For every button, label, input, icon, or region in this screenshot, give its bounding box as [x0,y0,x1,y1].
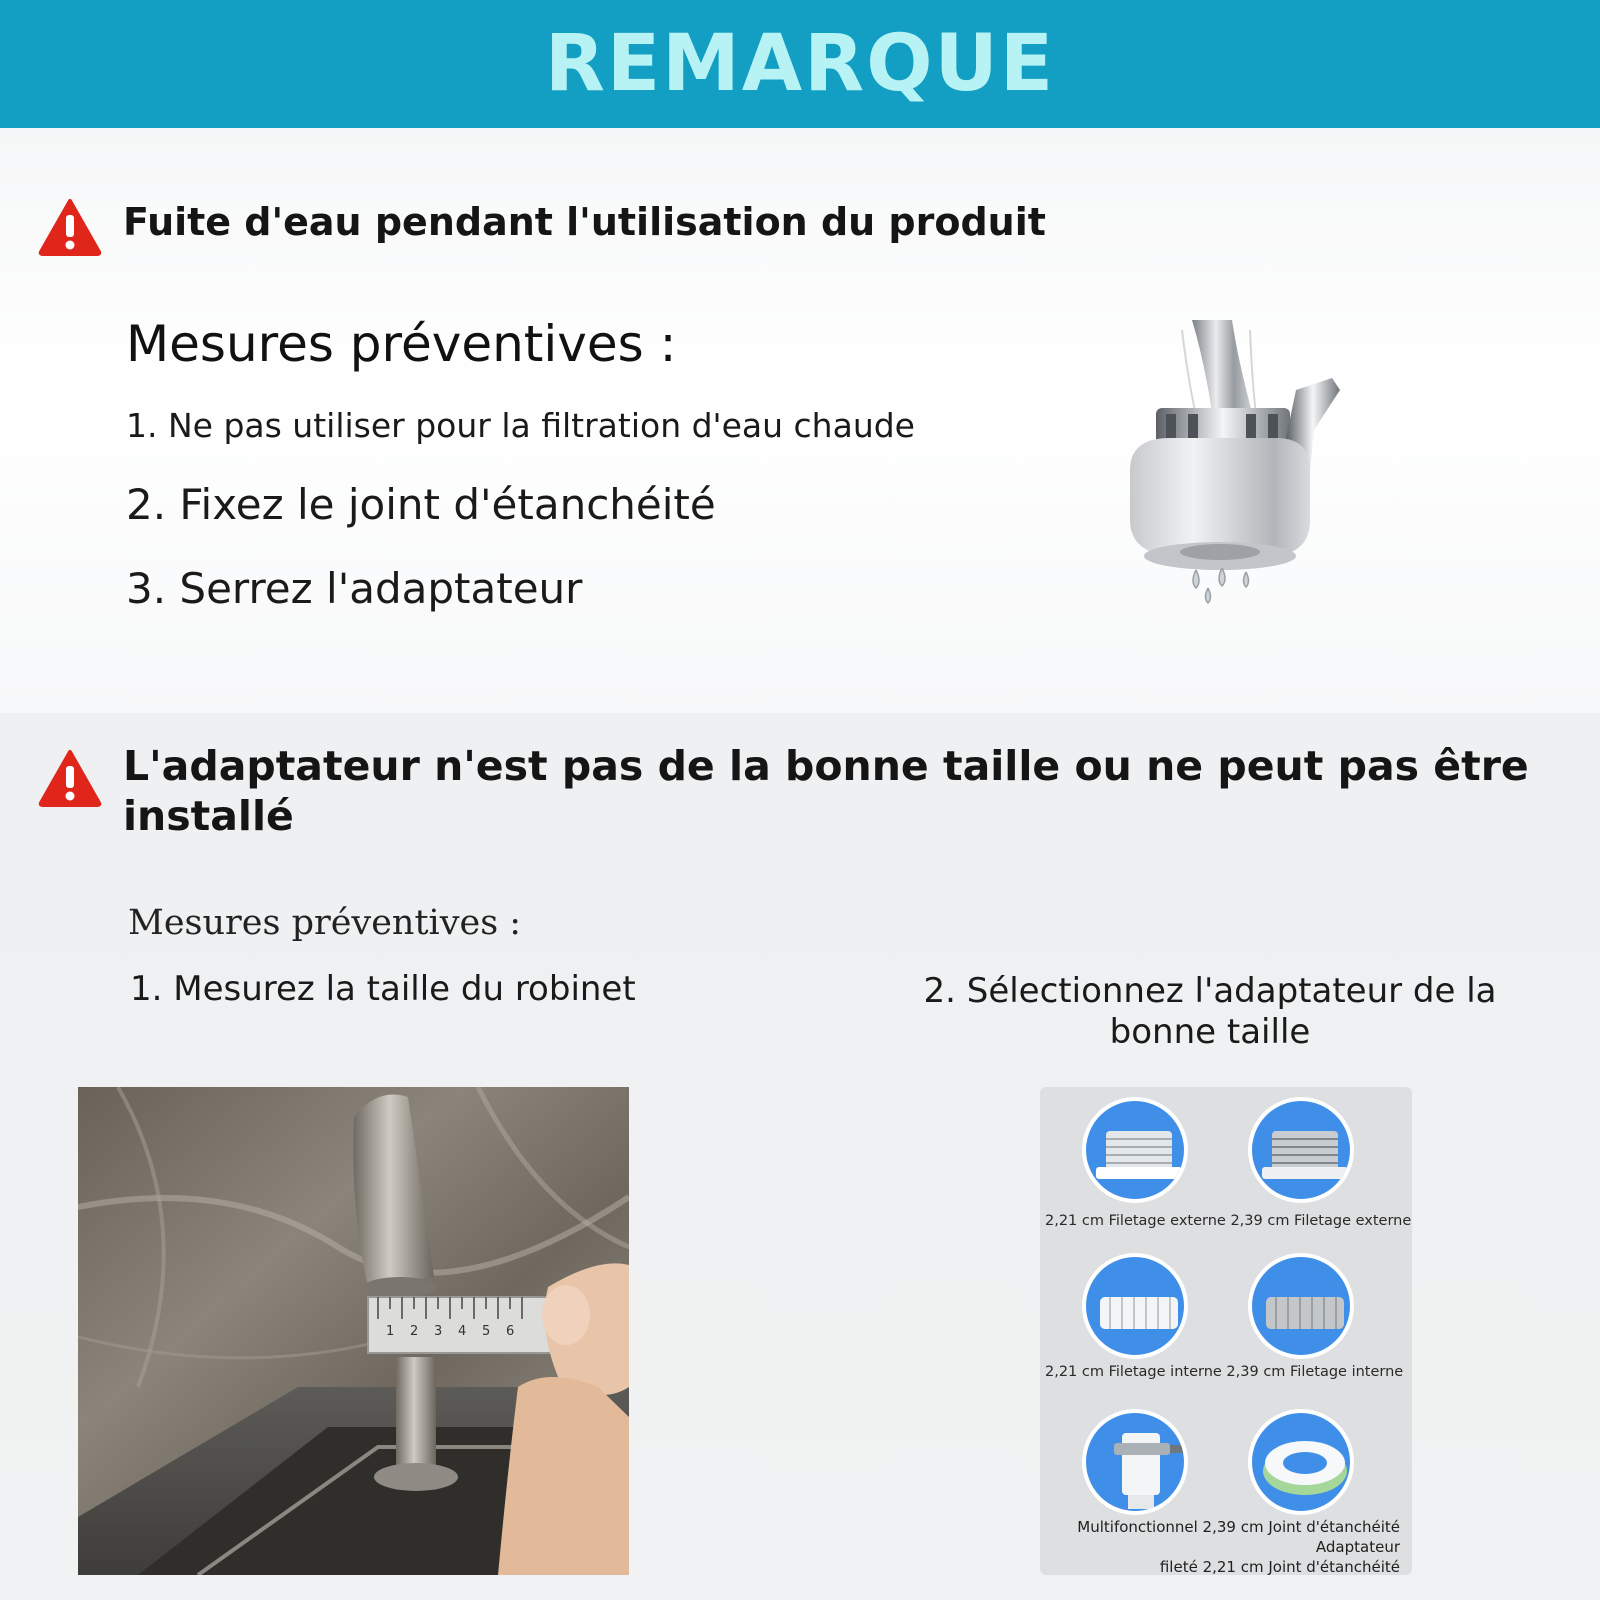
adapter-row2-caption: 2,21 cm Filetage interne 2,39 cm Filetage interne [1045,1364,1404,1380]
preventive-item-2: 2. Fixez le joint d'étanchéité [126,480,716,529]
adapter-icon [1248,1409,1354,1515]
section1-title: Fuite d'eau pendant l'utilisation du produit [123,200,1046,244]
preventive-heading: Mesures préventives : [126,315,677,373]
warning-icon [38,198,102,256]
faucet-filter-icon [1100,320,1380,610]
step-select-adapter: 2. Sélectionnez l'adaptateur de la bonne taille [923,971,1497,1052]
ruler-number: 3 [434,1324,443,1339]
ruler-number: 2 [410,1324,419,1339]
adapter-row3-caption-line1: Multifonctionnel 2,39 cm Joint d'étanchéité Adaptateur [1077,1518,1400,1556]
ruler-number: 6 [506,1324,515,1339]
section-adapter-size [0,713,1600,1600]
adapter-row1-caption: 2,21 cm Filetage externe 2,39 cm Filetage externe [1045,1213,1412,1229]
adapter-icon [1082,1409,1188,1515]
adapter-panel [1040,1087,1412,1575]
preventive-item-3: 3. Serrez l'adaptateur [126,564,583,613]
adapter-row3-caption-line2: fileté 2,21 cm Joint d'étanchéité [1159,1558,1400,1576]
header-banner [0,0,1600,128]
adapter-icon [1082,1097,1188,1203]
adapter-icon [1248,1253,1354,1359]
ruler-number: 5 [482,1324,491,1339]
warning-icon [38,749,102,807]
adapter-icon [1082,1253,1188,1359]
ruler-number: 1 [386,1324,395,1339]
adapter-icon [1248,1097,1354,1203]
ruler-number: 4 [458,1324,467,1339]
preventive-item-1: 1. Ne pas utiliser pour la filtration d'eau chaude [126,406,915,445]
measuring-photo [78,1087,629,1575]
preventive-heading: Mesures préventives : [128,903,522,943]
section2-title: L'adaptateur n'est pas de la bonne taille ou ne peut pas être installé [123,742,1529,840]
step-measure: 1. Mesurez la taille du robinet [130,969,636,1009]
section-water-leak [0,128,1600,713]
page-title: REMARQUE [544,19,1056,109]
adapter-row3-caption [1040,1517,1400,1577]
